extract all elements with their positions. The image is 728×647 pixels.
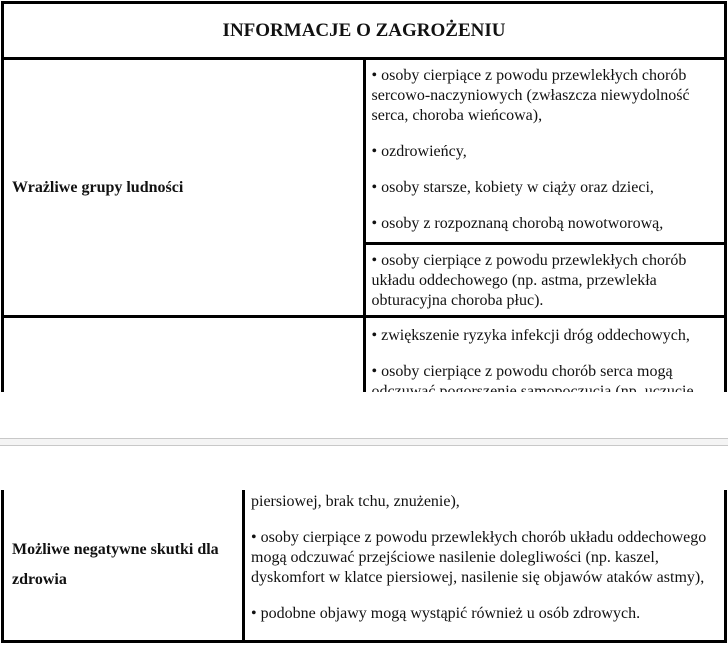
list-item: piersiowej, brak tchu, znużenie),: [251, 493, 460, 510]
list-item: • osoby starsze, kobiety w ciąży oraz dzieci,: [371, 179, 654, 196]
list-item: • osoby cierpiące z powodu przewlekłych chorób układu oddechowego (np. astma, przewlekła obturacyjna choroba płuc).: [371, 252, 687, 309]
list-item: • osoby cierpiące z powodu chorób serca mogą: [371, 363, 673, 380]
list-item: • zwiększenie ryzyka infekcji dróg oddechowych,: [371, 327, 690, 344]
list-item: • podobne objawy mogą wystąpić również u osób zdrowych.: [251, 605, 641, 622]
row-label-vulnerable-groups: Wrażliwe grupy ludności: [3, 59, 365, 317]
page-break-separator: [0, 438, 728, 446]
document-page-2: [0, 490, 728, 647]
list-item: • osoby cierpiące z powodu przewlekłych chorób układu oddechowego mogą odczuwać przejściowe nasilenie dolegliwości (np. kaszel, dyskomfort w klatce piersiowej, nasilenie się objawów ataków astmy),: [251, 529, 707, 586]
table-header-title: INFORMACJE O ZAGROŻENIU: [3, 3, 726, 59]
list-item: • osoby cierpiące z powodu przewlekłych chorób sercowo-naczyniowych (zwłaszcza niewydolność serca, choroba wieńcowa),: [371, 67, 690, 124]
vulnerable-groups-respiratory: [364, 244, 726, 317]
row-label-health-effects: Możliwe negatywne skutki dla zdrowia: [3, 490, 244, 642]
list-item: • osoby z rozpoznaną chorobą nowotworową,: [371, 215, 664, 232]
vulnerable-groups-list: [364, 59, 726, 244]
hazard-info-table: [1, 1, 727, 441]
hazard-info-table-continued: [1, 490, 727, 643]
health-effects-list-page2: [244, 490, 726, 642]
list-item: • ozdrowieńcy,: [371, 143, 467, 160]
